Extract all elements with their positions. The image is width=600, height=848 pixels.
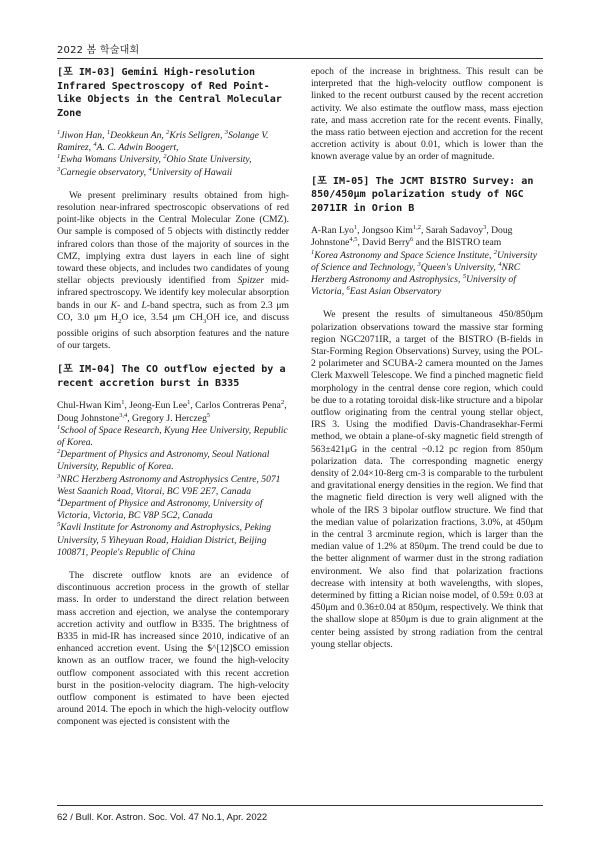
abstract-im04-part2: epoch of the increase in brightness. This result can be interpreted that the high-velocity outflow component is linked to the recent outburst caused by the recent accretion activity. We also estimate the outflow mass, mass ejection rate, and mass accretion rate for the recent events. Finally, the mass ratio between ejection and accretion for the recent accretion activity is about 0.01, which is lower than the known average value by an order of magnitude. <box>311 66 543 163</box>
right-column <box>311 66 543 662</box>
paper-title-im04: [포 IM-04] The CO outflow ejected by a recent accretion burst in B335 <box>57 364 286 389</box>
abstract-im05: We present the results of simultaneous 450/850μm polarization observations toward the massive star forming region NGC2071IR, a target of the BISTRO (B-fields in Star-Forming Region Observations) Survey, using the POL-2 polarimeter and SCUBA-2 camera mounted on the James Clerk Maxwell Telescope. We find a pinched magnetic field morphology in the central dense core region, which could be due to a rotating toroidal disk-like structure and a bipolar outflow originating from the central young stellar object, IRS 3. Using the modified Davis-Chandrasekhar-Fermi method, we obtain a plane-of-sky magnetic field strength of 563±421μG in the central ~0.12 pc region from 850μm polarization data. The corresponding magnetic energy density of 2.04×10-8erg cm-3 is comparable to the turbulent and gravitational energy densities in the region. We find that the magnetic field direction is very well aligned with the whole of the IRS 3 bipolar outflow structure. We find that the median value of polarization fractions, 3.0%, at 450μm in the central 3 arcminute region, which is larger than the median value of 1.2% at 850μm. The trend could be due to the better alignment of warmer dust in the strong radiation environment. We also find that polarization fractions decrease with intensity at both wavelengths, with slopes, determined by fitting a Rician noise model, of 0.59± 0.03 at 450μm and 0.36±0.04 at 850μm, respectively. We think that the shallow slope at 850μm is due to grain alignment at the center being assisted by strong radiation from the central young stellar objects. <box>311 309 543 650</box>
abstract-im04-part1: The discrete outflow knots are an evidence of discontinuous accretion process in the growth of stellar mass. In order to understand the direct relation between mass accretion and ejection, we analyse the contemporary accretion activity and outflow in B335. The brightness of B335 in mid-IR has increased since 2010, indicative of an enhanced accretion event. Using the $^[12]$CO emission known as an outflow tracer, we found the high-velocity outflow component associated with this recent accretion burst in the position-velocity diagram. The high-velocity outflow component is estimated to have been ejected around 2014. The epoch in which the high-velocity outflow component was ejected is consistent with the <box>57 570 289 728</box>
running-footer: 62 / Bull. Kor. Astron. Soc. Vol. 47 No.1, Apr. 2022 <box>57 812 268 823</box>
paper-title-im03: [포 IM-03] Gemini High-resolution Infrared Spectroscopy of Red Point-like Objects in the Central Molecular Zone <box>57 67 282 119</box>
paper-title-im05: [포 IM-05] The JCMT BISTRO Survey: an 850/450μm polarization study of NGC 2071IR in Orion B <box>311 175 534 214</box>
header-rule <box>57 58 543 59</box>
footer-rule <box>57 805 543 806</box>
running-header: 2022 봄 학술대회 <box>57 45 140 56</box>
authors-im05: A-Ran Lyo$^1$, Jongsoo Kim$^{1,2}$, Sarah Sadavoy$^3$, Doug Johnstone$^{4,5}$, David Berry$^6$ and the BISTRO team $^1$Korea Astronomy and Space Science Institute, $^2$University of Science and Technology, $^3$Queen's University, $^4$NRC Herzberg Astronomy and Astrophysics, $^5$University of Victoria, $^6$East Asian Observatory <box>311 223 537 298</box>
left-column <box>57 66 289 740</box>
authors-im03: $^1$Jiwon Han, $^1$Deokkeun An, $^2$Kris Sellgren, $^3$Solange V. Ramirez, $^4$A. C. Adwin Boogert, $^1$Ewha Womans University, $^2$Ohio State University, $^3$Carnegie observatory, $^4$University of Hawaii <box>57 128 269 178</box>
abstract-im03: We present preliminary results obtained from high-resolution near-infrared spectroscopic observations of red point-like objects in the Central Molecular Zone (CMZ). Our sample is composed of 5 objects with distinctly redder infrared colors than those of the majority of sources in the CMZ, implying extra dust layers in each line of sight toward these objects, and includes two candidates of young stellar objects previously identified from Spitzer mid-infrared spectroscopy. We identify key molecular absorption bands in our K- and L-band spectra, such as from 2.3 μm CO, 3.0 μm $H_2O$ ice, 3.54 μm $CH_3OH$ ice, and discuss possible origins of such absorption features and the nature of our targets. <box>57 189 290 352</box>
authors-im04: Chul-Hwan Kim$^1$, Jeong-Eun Lee$^1$, Carlos Contreras Pena$^2$, Doug Johnstone$^{3,4}$, Gregory J. Herczeg$^5$ $^1$School of Space Research, Kyung Hee University, Republic of Korea. $^2$Department of Physics and Astronomy, Seoul National University, Republic of Korea. $^3$NRC Herzberg Astronomy and Astrophysics Centre, 5071 West Saanich Road, Vitorai, BC V9E 2E7, Canada $^4$Department of Physice and Astronomy, University of Victoria, Victoria, BC V8P 5C2, Canada $^5$Kavli Institute for Astronomy and Astrophysics, Peking University, 5 Yiheyuan Road, Haidian District, Beijing 100871, People's Republic of China <box>57 399 288 558</box>
